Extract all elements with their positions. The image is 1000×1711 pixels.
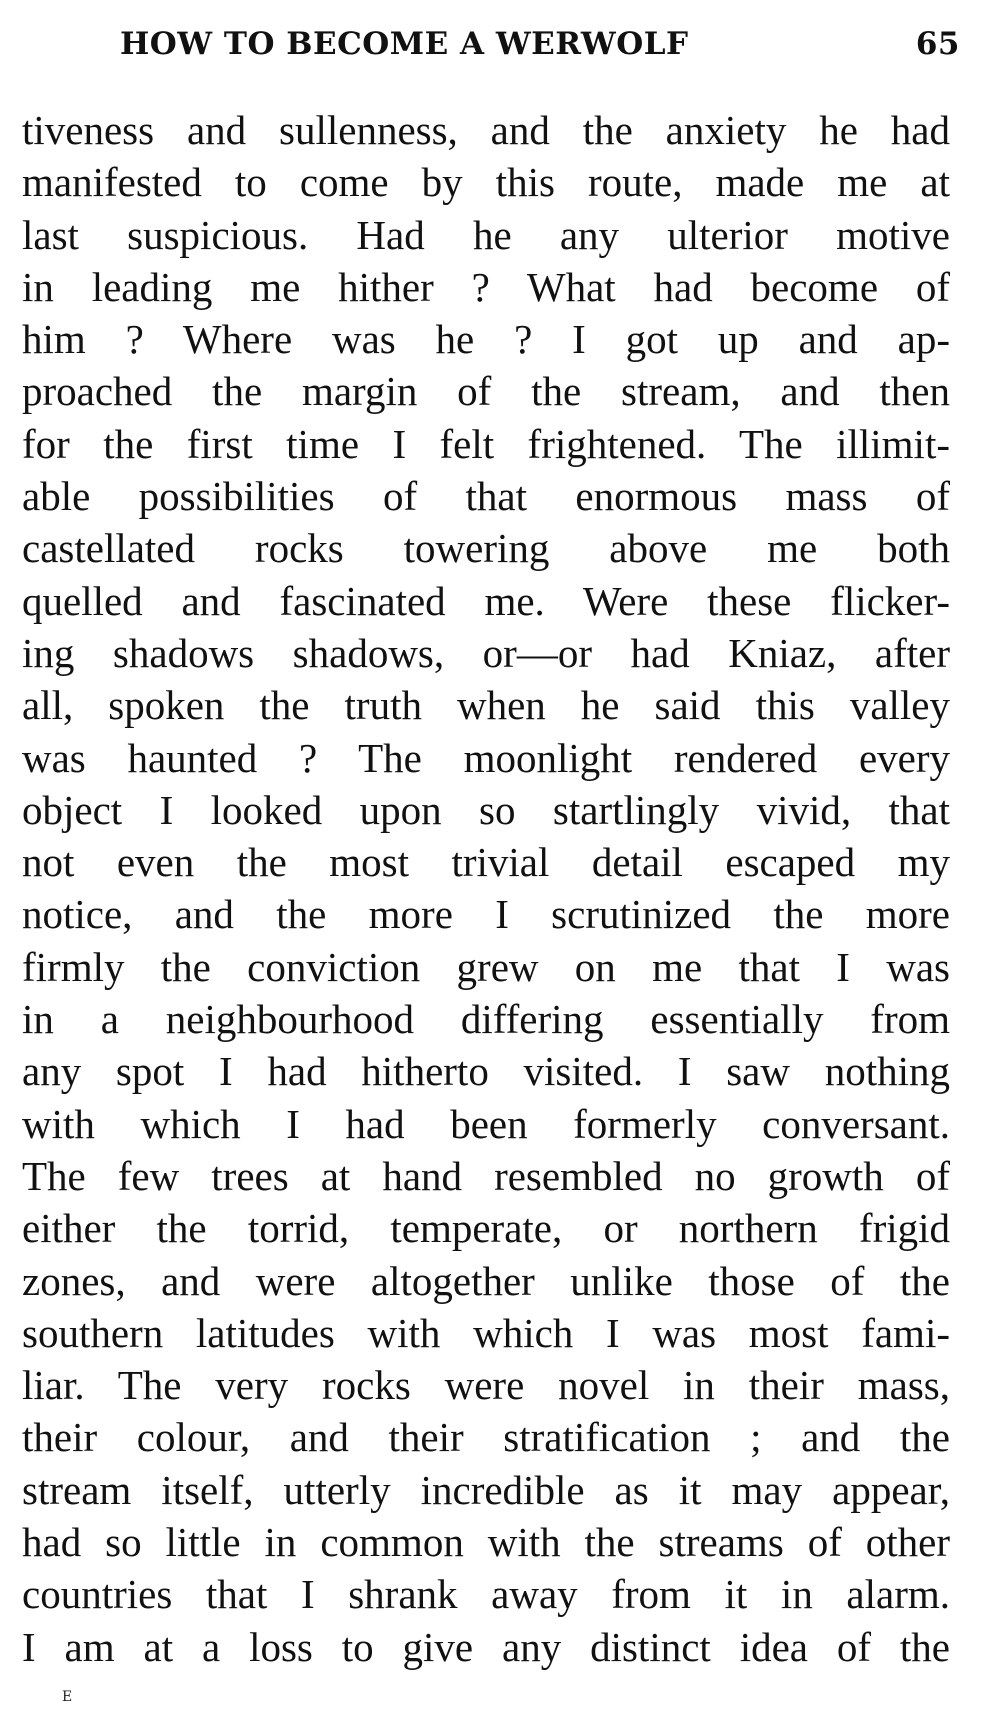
text-line: liar. The very rocks were novel in their mass,: [22, 1362, 950, 1409]
text-line: firmly the conviction grew on me that I was: [22, 943, 950, 990]
text-line: countries that I shrank away from it in alarm.: [22, 1571, 950, 1618]
text-line: tiveness and sullenness, and the anxiety he had: [22, 107, 950, 153]
text-line: zones, and were altogether unlike those of the: [22, 1257, 950, 1304]
text-line: ing shadows shadows, or—or had Kniaz, after: [22, 629, 950, 676]
text-line: quelled and fascinated me. Were these flicker-: [22, 577, 950, 624]
signature-mark: E: [62, 1689, 73, 1705]
text-line: proached the margin of the stream, and then: [22, 368, 950, 415]
text-line: not even the most trivial detail escaped my: [22, 839, 950, 886]
text-line: their colour, and their stratification ; and the: [22, 1414, 950, 1461]
text-line: either the torrid, temperate, or northern frigid: [22, 1205, 950, 1252]
text-line: all, spoken the truth when he said this valley: [22, 682, 950, 729]
text-line: for the first time I felt frightened. The illimit-: [22, 420, 950, 467]
text-line: him ? Where was he ? I got up and ap-: [22, 316, 950, 363]
text-line: notice, and the more I scrutinized the more: [22, 891, 950, 938]
text-line: southern latitudes with which I was most fami-: [22, 1309, 950, 1356]
running-title: HOW TO BECOME A WERWOLF: [120, 26, 689, 62]
page-number: 65: [915, 26, 960, 62]
text-line: castellated rocks towering above me both: [22, 525, 950, 572]
text-line: last suspicious. Had he any ulterior motive: [22, 211, 950, 258]
text-line: in a neighbourhood differing essentially from: [22, 996, 950, 1043]
text-line: able possibilities of that enormous mass of: [22, 473, 950, 520]
text-line: stream itself, utterly incredible as it may appear,: [22, 1466, 950, 1513]
text-line: in leading me hither ? What had become of: [22, 263, 950, 310]
text-line: had so little in common with the streams of other: [22, 1519, 950, 1566]
text-line: The few trees at hand resembled no growth of: [22, 1152, 950, 1199]
text-line: was haunted ? The moonlight rendered every: [22, 734, 950, 781]
text-line: any spot I had hitherto visited. I saw nothing: [22, 1048, 950, 1095]
page-header: [120, 26, 960, 86]
text-line: manifested to come by this route, made me at: [22, 159, 950, 206]
text-line: with which I had been formerly conversant.: [22, 1100, 950, 1147]
text-line: object I looked upon so startlingly vivid, that: [22, 786, 950, 833]
text-line: I am at a loss to give any distinct idea of the: [22, 1623, 950, 1670]
body-text: [22, 104, 950, 1673]
